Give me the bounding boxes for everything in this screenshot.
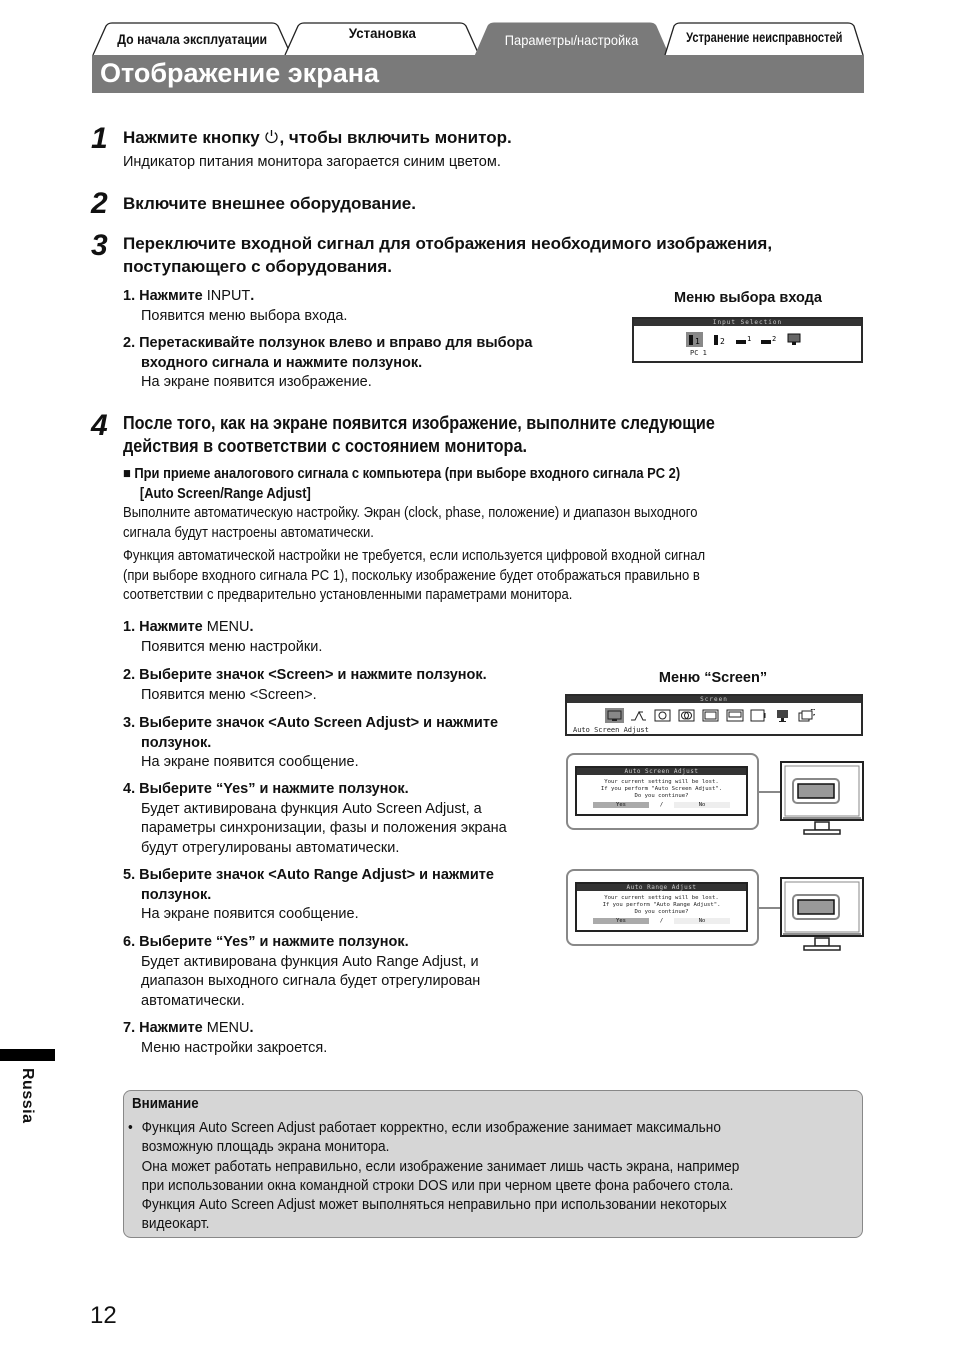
step-3-substep-1 — [123, 287, 573, 326]
message-line: Your current setting will be lost. — [604, 895, 719, 901]
pc2-analog-icon — [711, 332, 728, 347]
message-line: Do you continue? — [634, 909, 689, 915]
step-4-substep-6 — [123, 933, 573, 1011]
paragraph-line: (при выборе входного сигнала PC 1), поскольку изображение будет отображаться правильно в — [123, 567, 700, 584]
page-title: Отображение экрана — [100, 58, 380, 88]
step-3-title-line: поступающего с оборудования. — [123, 257, 392, 276]
note-line: Она может работать неправильно, если изображение занимает лишь часть экрана, например — [141, 1157, 740, 1175]
yes-button[interactable]: Yes — [593, 918, 649, 924]
substep-result: На экране появится сообщение. — [141, 754, 359, 770]
substep-action: Выберите “Yes” и нажмите ползунок. — [139, 934, 409, 950]
substep-number: 2. — [123, 335, 136, 351]
range-icon — [749, 708, 768, 723]
tab-label: Установка — [348, 25, 416, 41]
step-4-substep-4 — [123, 780, 573, 858]
screen-menu-caption: Меню “Screen” — [658, 670, 768, 686]
substep-number: 3. — [123, 715, 136, 731]
substep-action: ползунок. — [141, 886, 212, 903]
substep-action: ползунок. — [141, 734, 212, 751]
substep-action: Нажмите — [139, 619, 203, 635]
svg-text:1: 1 — [747, 334, 752, 343]
language-tab-marker — [0, 1049, 55, 1061]
input-selection-osd — [632, 317, 863, 363]
substep-result: Появится меню <Screen>. — [141, 686, 317, 703]
substep-action: Выберите значок <Auto Range Adjust> и нажмите — [139, 867, 494, 883]
auto-screen-adjust-dialog — [575, 766, 748, 816]
substep-result: Появится меню выбора входа. — [141, 307, 348, 324]
note-line: возможную площадь экрана монитора. — [141, 1138, 390, 1156]
video2-icon — [761, 332, 778, 347]
heading-line: При приеме аналогового сигнала с компьютера (при выборе входного сигнала PC 2) — [134, 466, 681, 482]
monitor-icon — [780, 760, 864, 840]
step-3-title — [123, 232, 868, 278]
pc1-digital-icon — [686, 332, 703, 347]
tab-label: До начала эксплуатации — [117, 31, 267, 47]
substep-result: параметры синхронизации, фазы и положения экрана — [141, 820, 507, 836]
key-menu: MENU — [202, 1020, 250, 1036]
substep-number: 6. — [123, 934, 136, 950]
selected-item-label: Auto Screen Adjust — [573, 726, 649, 734]
section-tabs — [92, 22, 864, 56]
dialog-title: Auto Screen Adjust — [577, 768, 746, 775]
key-input: INPUT — [202, 288, 251, 304]
substep-number: 5. — [123, 867, 136, 883]
header-bar — [92, 55, 864, 93]
step-number-3: 3 — [91, 229, 108, 262]
auto-range-adjust-dialog — [575, 882, 748, 932]
separator: / — [659, 802, 664, 808]
dialog-message — [577, 779, 746, 800]
substep-action: входного сигнала и нажмите ползунок. — [141, 354, 423, 371]
separator: / — [659, 918, 664, 924]
message-line: Do you continue? — [634, 793, 689, 799]
power-icon — [264, 127, 279, 142]
step-number-2: 2 — [91, 187, 108, 220]
note-line: при использовании окна командной строки DOS или при черном цвете фона рабочего стола. — [141, 1176, 734, 1194]
step-number-1: 1 — [91, 122, 108, 155]
substep-result: Появится меню настройки. — [141, 638, 323, 655]
step-4-title-line: действия в соответствии с состоянием монитора. — [123, 436, 527, 456]
no-button[interactable]: No — [674, 918, 730, 924]
step-3-title-line: Переключите входной сигнал для отображения необходимого изображения, — [123, 234, 773, 253]
substep-end: . — [250, 288, 255, 304]
phase-icon — [677, 708, 696, 723]
substep-number: 4. — [123, 781, 136, 797]
step-1-text: Индикатор питания монитора загорается синим цветом. — [123, 154, 501, 170]
paragraph-line: соответствии с предварительно установленными параметрами монитора. — [123, 587, 573, 603]
heading-line: [Auto Screen/Range Adjust] — [139, 485, 311, 502]
input-selection-caption: Меню выбора входа — [674, 290, 822, 306]
step-2-title: Включите внешнее оборудование. — [123, 194, 416, 213]
paragraph-line: Выполните автоматическую настройку. Экран (clock, phase, положение) и диапазон выходного — [123, 505, 698, 521]
svg-text:2: 2 — [772, 334, 777, 343]
tab-before-use[interactable] — [92, 22, 292, 56]
step-4-title — [123, 412, 868, 458]
square-bullet-icon: ■ — [123, 466, 135, 482]
note-body — [128, 1118, 838, 1234]
step-4-substep-2 — [123, 666, 573, 705]
substep-result: автоматически. — [141, 992, 245, 1009]
substep-result: диапазон выходного сигнала будет отрегулирован — [141, 973, 481, 989]
auto-screen-adjust-icon — [605, 708, 624, 723]
substep-action: Перетаскивайте ползунок влево и вправо для выбора — [139, 335, 533, 351]
substep-number: 1. — [123, 619, 136, 635]
substep-action: Нажмите — [139, 288, 203, 304]
note-title: Внимание — [132, 1096, 199, 1112]
position-icon — [701, 708, 720, 723]
auto-adjust-paragraph — [123, 504, 943, 543]
substep-action: Нажмите — [139, 1020, 203, 1036]
message-line: Your current setting will be lost. — [604, 779, 719, 785]
auto-range-adjust-icon — [629, 708, 648, 723]
step-4-substep-5 — [123, 866, 573, 925]
step-number-4: 4 — [91, 409, 108, 442]
video1-icon — [736, 332, 753, 347]
analog-section-heading — [123, 465, 943, 504]
step-4-title-line: После того, как на экране появится изображение, выполните следующие — [123, 413, 715, 433]
note-line: видеокарт. — [141, 1215, 210, 1233]
substep-result: Меню настройки закроется. — [141, 1039, 328, 1056]
digital-note-paragraph — [123, 547, 943, 606]
substep-result: На экране появится изображение. — [141, 374, 372, 390]
signal-filter-icon — [773, 708, 792, 723]
step-4-substep-7 — [123, 1019, 573, 1058]
substep-result: Будет активирована функция Auto Screen Adjust, а — [141, 800, 482, 817]
substep-action: Выберите “Yes” и нажмите ползунок. — [139, 781, 409, 797]
substep-result: будут отрегулированы автоматически. — [141, 839, 400, 856]
selected-input-label: PC 1 — [690, 349, 707, 357]
step-4-substep-1 — [123, 618, 573, 657]
attention-note — [123, 1090, 863, 1238]
note-line: Функция Auto Screen Adjust работает корректно, если изображение занимает максимально — [141, 1119, 721, 1136]
substep-result: Будет активирована функция Auto Range Adjust, и — [141, 953, 479, 970]
substep-number: 1. — [123, 288, 136, 304]
yes-button[interactable]: Yes — [593, 802, 649, 808]
substep-number: 7. — [123, 1020, 136, 1036]
paragraph-line: Функция автоматической настройки не требуется, если используется цифровой входной сигнал — [123, 548, 706, 564]
note-line: Функция Auto Screen Adjust может выполняться неправильно при использовании некоторых — [141, 1196, 727, 1214]
substep-result: На экране появится сообщение. — [141, 906, 359, 922]
step-1-title — [123, 126, 868, 149]
substep-action: Выберите значок <Auto Screen Adjust> и нажмите — [139, 715, 499, 731]
substep-number: 2. — [123, 667, 136, 683]
reset-icon — [797, 708, 816, 723]
bullet: • — [128, 1119, 133, 1136]
paragraph-line: сигнала будут настроены автоматически. — [123, 524, 374, 541]
dialog-message — [577, 895, 746, 916]
substep-end: . — [249, 619, 254, 635]
no-button[interactable]: No — [674, 802, 730, 808]
screen-menu-osd — [565, 694, 863, 736]
substep-action: Выберите значок <Screen> и нажмите ползунок. — [139, 667, 487, 683]
pip-icon — [786, 332, 803, 347]
page-number: 12 — [90, 1302, 117, 1329]
language-label: Russia — [19, 1068, 36, 1124]
tab-troubleshooting[interactable] — [664, 22, 864, 56]
dialog-buttons — [593, 918, 730, 924]
svg-text:2: 2 — [719, 336, 725, 346]
step-4-substep-3 — [123, 714, 573, 773]
tab-settings[interactable] — [474, 22, 670, 56]
key-menu: MENU — [202, 619, 250, 635]
clock-icon — [653, 708, 672, 723]
tab-label: Устранение неисправностей — [685, 29, 843, 45]
message-line: If you perform "Auto Range Adjust". — [602, 902, 721, 908]
step-1-title-post: , чтобы включить монитор. — [279, 128, 512, 147]
tab-label: Параметры/настройка — [505, 32, 639, 48]
substep-end: . — [249, 1020, 254, 1036]
svg-text:1: 1 — [694, 336, 700, 346]
input-icons — [686, 332, 803, 347]
resolution-icon — [725, 708, 744, 723]
message-line: If you perform "Auto Screen Adjust". — [600, 786, 723, 792]
osd-title: Screen — [567, 696, 861, 703]
step-3-substep-2 — [123, 334, 593, 393]
dialog-buttons — [593, 802, 730, 808]
tab-installation[interactable] — [284, 22, 480, 56]
screen-menu-icons — [605, 708, 816, 723]
osd-title: Input Selection — [634, 319, 861, 326]
step-1-title-pre: Нажмите кнопку — [123, 128, 265, 147]
monitor-icon — [780, 876, 864, 956]
dialog-title: Auto Range Adjust — [577, 884, 746, 891]
